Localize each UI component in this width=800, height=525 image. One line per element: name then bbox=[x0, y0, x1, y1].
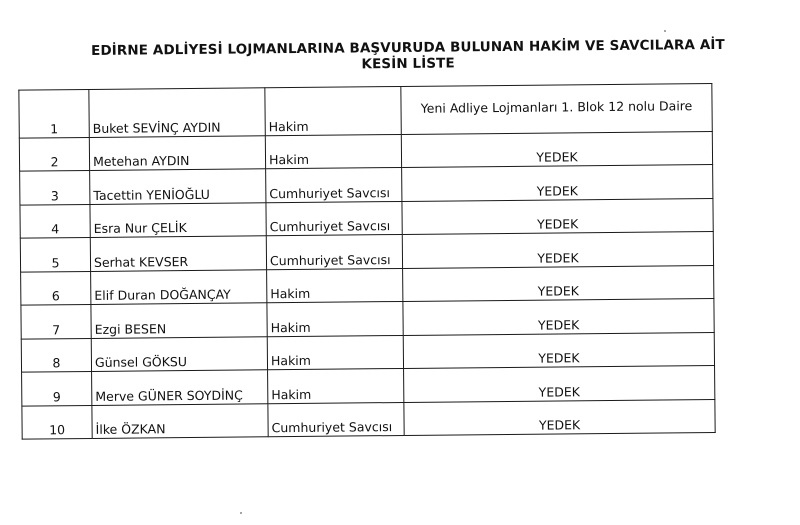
assignment-status: YEDEK bbox=[403, 265, 714, 301]
person-name: Buket SEVİNÇ AYDIN bbox=[89, 88, 265, 137]
assignment-status: Yeni Adliye Lojmanları 1. Blok 12 nolu Daire bbox=[401, 83, 712, 133]
row-number: 1 bbox=[19, 89, 89, 137]
person-title: Hakim bbox=[265, 134, 401, 169]
assignment-status: YEDEK bbox=[402, 164, 713, 200]
table-row bbox=[22, 399, 715, 439]
assignment-table bbox=[18, 83, 715, 440]
assignment-status: YEDEK bbox=[402, 231, 713, 267]
row-number: 10 bbox=[22, 405, 92, 439]
person-title: Hakim bbox=[268, 368, 404, 403]
row-number: 6 bbox=[21, 271, 91, 305]
person-title: Cumhuriyet Savcısı bbox=[266, 234, 402, 269]
row-number: 4 bbox=[20, 204, 90, 238]
row-number: 5 bbox=[20, 237, 90, 271]
row-number: 9 bbox=[22, 371, 92, 405]
row-number: 2 bbox=[19, 137, 89, 171]
document-title: EDİRNE ADLİYESİ LOJMANLARINA BAŞVURUDA BULUNAN HAKİM VE SAVCILARA AİT KESİN LİSTE bbox=[91, 36, 725, 73]
person-name: Serhat KEVSER bbox=[90, 236, 266, 271]
table-row bbox=[19, 83, 712, 137]
assignment-status: YEDEK bbox=[403, 298, 714, 334]
person-name: İlke ÖZKAN bbox=[92, 403, 268, 438]
person-title: Hakim bbox=[265, 86, 401, 135]
assignment-status: YEDEK bbox=[404, 365, 715, 401]
scan-speck bbox=[664, 30, 666, 32]
assignment-status: YEDEK bbox=[404, 399, 715, 435]
person-title: Cumhuriyet Savcısı bbox=[266, 167, 402, 202]
person-title: Cumhuriyet Savcısı bbox=[268, 402, 404, 437]
scan-speck bbox=[240, 512, 242, 514]
person-title: Cumhuriyet Savcısı bbox=[266, 201, 402, 236]
person-name: Esra Nur ÇELİK bbox=[90, 202, 266, 237]
assignment-status: YEDEK bbox=[402, 198, 713, 234]
person-title: Hakim bbox=[267, 335, 403, 370]
row-number: 8 bbox=[21, 338, 91, 372]
person-name: Merve GÜNER SOYDİNÇ bbox=[92, 370, 268, 405]
person-title: Hakim bbox=[267, 301, 403, 336]
assignment-status: YEDEK bbox=[401, 131, 712, 167]
person-name: Günsel GÖKSU bbox=[91, 336, 267, 371]
row-number: 3 bbox=[20, 170, 90, 204]
assignment-status: YEDEK bbox=[403, 332, 714, 368]
person-name: Ezgi BESEN bbox=[91, 303, 267, 338]
person-name: Elif Duran DOĞANÇAY bbox=[91, 269, 267, 304]
person-name: Tacettin YENİOĞLU bbox=[90, 169, 266, 204]
person-name: Metehan AYDIN bbox=[89, 135, 265, 170]
row-number: 7 bbox=[21, 304, 91, 338]
person-title: Hakim bbox=[267, 268, 403, 303]
